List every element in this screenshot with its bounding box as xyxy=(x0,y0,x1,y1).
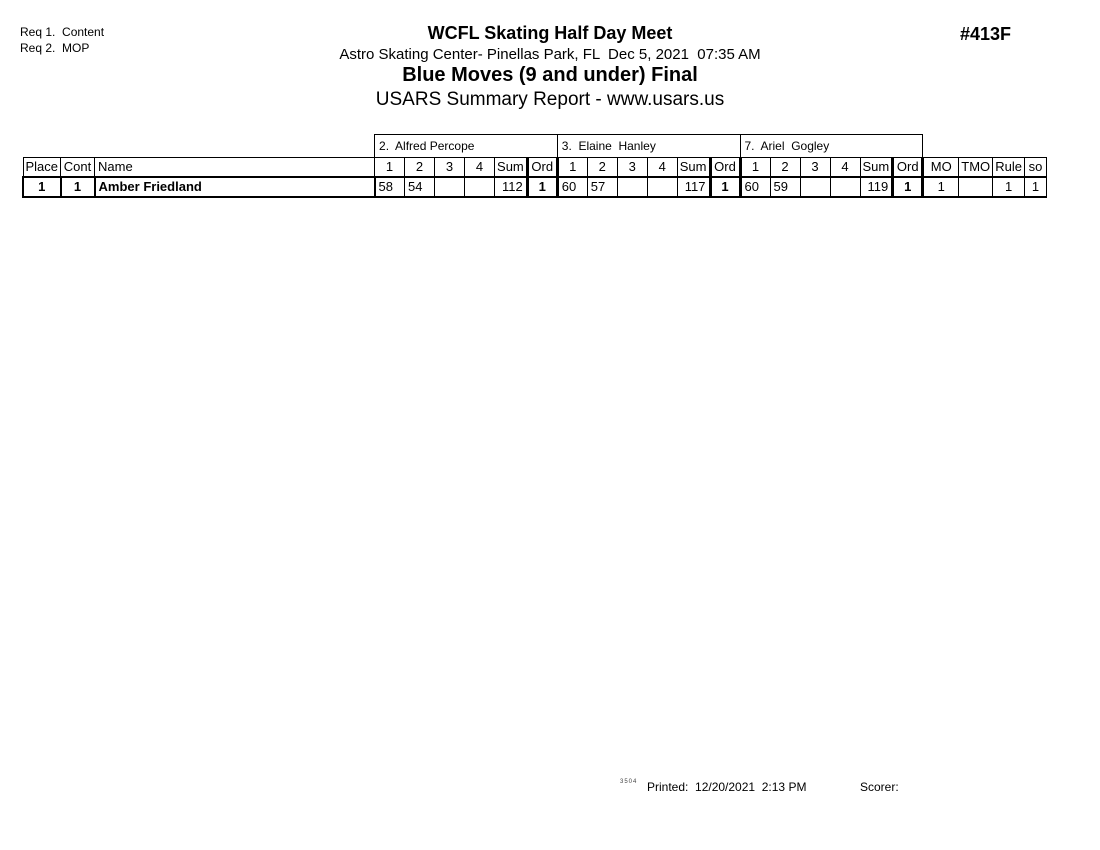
judge-2-name: 3. Elaine Hanley xyxy=(557,135,740,158)
cell-skater-name: Amber Friedland xyxy=(95,177,375,197)
cell-rule: 1 xyxy=(993,177,1025,197)
cell-j2-score-4 xyxy=(647,177,677,197)
cell-j3-ord: 1 xyxy=(893,177,923,197)
header-j1-trial-4: 4 xyxy=(465,158,495,177)
header-j3-sum: Sum xyxy=(860,158,893,177)
cell-tmo xyxy=(959,177,993,197)
cell-j1-score-2: 54 xyxy=(405,177,435,197)
judges-row-filler-left xyxy=(23,135,375,158)
cell-j2-score-1: 60 xyxy=(557,177,587,197)
header-so: so xyxy=(1024,158,1046,177)
cell-j3-score-2: 59 xyxy=(770,177,800,197)
header-j2-trial-1: 1 xyxy=(557,158,587,177)
header-mo: MO xyxy=(923,158,959,177)
requirement-line-1: Req 1. Content xyxy=(20,25,105,39)
header-cont: Cont xyxy=(61,158,95,177)
header-j1-ord: Ord xyxy=(527,158,557,177)
cell-j1-score-3 xyxy=(435,177,465,197)
cell-j3-score-1: 60 xyxy=(740,177,770,197)
report-type-line: USARS Summary Report - www.usars.us xyxy=(375,89,725,110)
cell-j2-score-3 xyxy=(617,177,647,197)
cell-j1-ord: 1 xyxy=(527,177,557,197)
header-name: Name xyxy=(95,158,375,177)
cell-place: 1 xyxy=(23,177,61,197)
judges-row-filler-right xyxy=(923,135,1047,158)
footer-printed-timestamp: Printed: 12/20/2021 2:13 PM xyxy=(647,780,807,794)
venue-datetime: Astro Skating Center- Pinellas Park, FL Dec 5, 2021 07:35 AM xyxy=(339,46,761,63)
header-j2-trial-3: 3 xyxy=(617,158,647,177)
meet-title: WCFL Skating Half Day Meet xyxy=(427,23,673,43)
header-j3-trial-3: 3 xyxy=(800,158,830,177)
event-title: Blue Moves (9 and under) Final xyxy=(402,64,698,86)
header-j1-trial-3: 3 xyxy=(435,158,465,177)
column-header-row xyxy=(23,158,1046,177)
footer-version-mark: 3504 xyxy=(620,779,638,785)
event-number: #413F xyxy=(960,24,1012,44)
cell-j2-score-2: 57 xyxy=(587,177,617,197)
cell-j3-sum: 119 xyxy=(860,177,893,197)
header-tmo: TMO xyxy=(959,158,993,177)
header-j1-trial-1: 1 xyxy=(375,158,405,177)
cell-j3-score-3 xyxy=(800,177,830,197)
cell-j3-score-4 xyxy=(830,177,860,197)
header-j1-trial-2: 2 xyxy=(405,158,435,177)
cell-j1-score-4 xyxy=(465,177,495,197)
header-j3-trial-1: 1 xyxy=(740,158,770,177)
header-j3-ord: Ord xyxy=(893,158,923,177)
results-table xyxy=(22,134,1047,198)
results-table-wrap xyxy=(22,134,1047,198)
requirement-line-2: Req 2. MOP xyxy=(20,41,90,55)
header-j2-ord: Ord xyxy=(710,158,740,177)
header-j2-trial-4: 4 xyxy=(647,158,677,177)
judges-header-row xyxy=(23,135,1046,158)
footer-scorer-label: Scorer: xyxy=(860,780,899,794)
cell-j1-sum: 112 xyxy=(495,177,528,197)
cell-j2-ord: 1 xyxy=(710,177,740,197)
header-j3-trial-4: 4 xyxy=(830,158,860,177)
cell-j1-score-1: 58 xyxy=(375,177,405,197)
header-j3-trial-2: 2 xyxy=(770,158,800,177)
cell-j2-sum: 117 xyxy=(677,177,710,197)
cell-so: 1 xyxy=(1024,177,1046,197)
judge-1-name: 2. Alfred Percope xyxy=(375,135,558,158)
cell-mo: 1 xyxy=(923,177,959,197)
header-j1-sum: Sum xyxy=(495,158,528,177)
skater-result-row xyxy=(23,177,1046,197)
header-j2-trial-2: 2 xyxy=(587,158,617,177)
cell-cont: 1 xyxy=(61,177,95,197)
header-rule: Rule xyxy=(993,158,1025,177)
header-j2-sum: Sum xyxy=(677,158,710,177)
header-place: Place xyxy=(23,158,61,177)
judge-3-name: 7. Ariel Gogley xyxy=(740,135,923,158)
